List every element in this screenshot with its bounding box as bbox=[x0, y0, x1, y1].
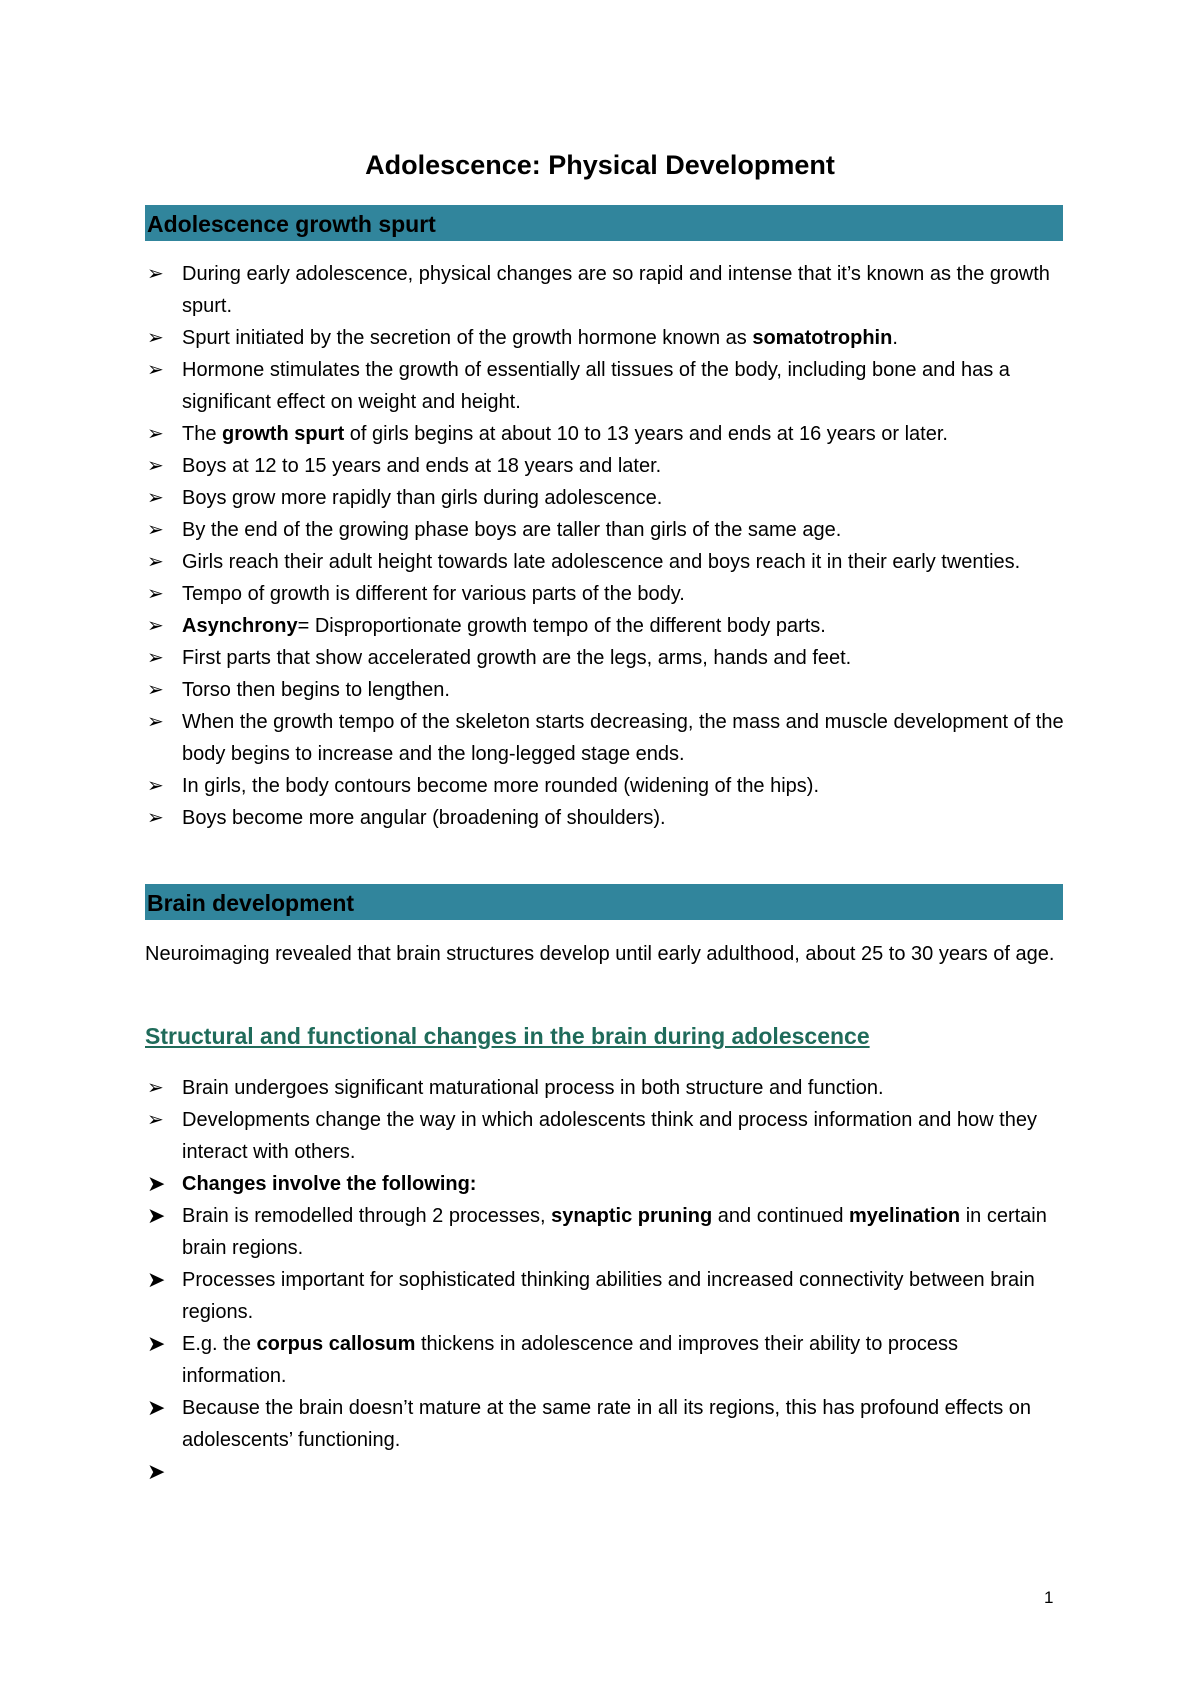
brain-intro-paragraph: Neuroimaging revealed that brain structures develop until early adulthood, about 25 to 30 years of age. bbox=[145, 943, 1055, 965]
arrowhead-bullet-icon: ➢ bbox=[147, 487, 164, 509]
brain-changes-list bbox=[145, 1072, 1065, 1488]
arrowhead-bullet-icon: ➢ bbox=[147, 775, 164, 797]
arrowhead-bullet-icon: ➤ bbox=[147, 1203, 166, 1228]
list-item-text: First parts that show accelerated growth are the legs, arms, hands and feet. bbox=[182, 647, 852, 669]
list-item-text: and continued bbox=[712, 1205, 849, 1227]
list-item bbox=[145, 258, 1065, 322]
list-item-text: Girls reach their adult height towards late adolescence and boys reach it in their early twenties. bbox=[182, 551, 1021, 573]
arrowhead-bullet-icon: ➤ bbox=[147, 1171, 166, 1196]
list-item-text: Boys at 12 to 15 years and ends at 18 years and later. bbox=[182, 455, 662, 477]
list-item-text: Tempo of growth is different for various parts of the body. bbox=[182, 583, 685, 605]
list-item bbox=[145, 514, 1065, 546]
key-term: corpus callosum bbox=[256, 1333, 416, 1355]
arrowhead-bullet-icon: ➢ bbox=[147, 615, 164, 637]
list-item-text: Torso then begins to lengthen. bbox=[182, 679, 450, 701]
arrowhead-bullet-icon: ➢ bbox=[147, 327, 164, 349]
list-item bbox=[145, 674, 1065, 706]
list-item-text: Hormone stimulates the growth of essentially all tissues of the body, including bone and has a significant effect on weight and height. bbox=[182, 359, 1010, 413]
list-item-text: Brain undergoes significant maturational process in both structure and function. bbox=[182, 1077, 884, 1099]
arrowhead-bullet-icon: ➢ bbox=[147, 807, 164, 829]
list-item-text: Boys become more angular (broadening of shoulders). bbox=[182, 807, 666, 829]
page-number: 1 bbox=[1044, 1588, 1054, 1607]
arrowhead-bullet-icon: ➢ bbox=[147, 679, 164, 701]
list-item bbox=[145, 450, 1065, 482]
list-item-text: Boys grow more rapidly than girls during adolescence. bbox=[182, 487, 663, 509]
list-item-text: Changes involve the following: bbox=[182, 1173, 477, 1195]
list-item-text: When the growth tempo of the skeleton starts decreasing, the mass and muscle development of the body begins to increase and the long-legged stage ends. bbox=[182, 711, 1064, 765]
list-item-text: Brain is remodelled through 2 processes, bbox=[182, 1205, 552, 1227]
list-item bbox=[145, 1456, 1065, 1488]
arrowhead-bullet-icon: ➢ bbox=[147, 423, 164, 445]
list-item bbox=[145, 770, 1065, 802]
list-item bbox=[145, 1072, 1065, 1104]
key-term: somatotrophin bbox=[752, 327, 893, 349]
key-term: myelination bbox=[849, 1205, 961, 1227]
subheading-structural-changes: Structural and functional changes in the brain during adolescence bbox=[145, 1023, 870, 1049]
list-item-text: = Disproportionate growth tempo of the different body parts. bbox=[297, 615, 826, 637]
list-item bbox=[145, 1168, 1065, 1200]
list-item-text: E.g. the bbox=[182, 1333, 257, 1355]
arrowhead-bullet-icon: ➢ bbox=[147, 519, 164, 541]
list-item bbox=[145, 1200, 1065, 1264]
list-item bbox=[145, 610, 1065, 642]
arrowhead-bullet-icon: ➢ bbox=[147, 551, 164, 573]
list-item bbox=[145, 1392, 1065, 1456]
list-item bbox=[145, 418, 1065, 450]
arrowhead-bullet-icon: ➢ bbox=[147, 455, 164, 477]
list-item bbox=[145, 354, 1065, 418]
list-item-text: thickens in adolescence and improves their ability to process information. bbox=[182, 1333, 958, 1387]
page-title: Adolescence: Physical Development bbox=[365, 150, 835, 180]
arrowhead-bullet-icon: ➢ bbox=[147, 711, 164, 733]
arrowhead-bullet-icon: ➤ bbox=[147, 1459, 166, 1484]
arrowhead-bullet-icon: ➤ bbox=[147, 1267, 166, 1292]
arrowhead-bullet-icon: ➢ bbox=[147, 1109, 164, 1131]
list-item bbox=[145, 1264, 1065, 1328]
arrowhead-bullet-icon: ➢ bbox=[147, 359, 164, 381]
arrowhead-bullet-icon: ➢ bbox=[147, 263, 164, 285]
list-item bbox=[145, 482, 1065, 514]
arrowhead-bullet-icon: ➢ bbox=[147, 583, 164, 605]
list-item bbox=[145, 578, 1065, 610]
list-item-text: . bbox=[892, 327, 898, 349]
list-item-text: Developments change the way in which adolescents think and process information and how they interact with others. bbox=[182, 1109, 1037, 1163]
key-term: growth spurt bbox=[222, 423, 345, 445]
arrowhead-bullet-icon: ➤ bbox=[147, 1395, 166, 1420]
arrowhead-bullet-icon: ➢ bbox=[147, 1077, 164, 1099]
list-item-text: Processes important for sophisticated thinking abilities and increased connectivity between brain regions. bbox=[182, 1269, 1035, 1323]
list-item-text: in certain brain regions. bbox=[182, 1205, 1047, 1259]
list-item bbox=[145, 642, 1065, 674]
list-item bbox=[145, 802, 1065, 834]
list-item bbox=[145, 322, 1065, 354]
list-item-text: Because the brain doesn’t mature at the same rate in all its regions, this has profound effects on adolescents’ functioning. bbox=[182, 1397, 1032, 1451]
list-item-text: Spurt initiated by the secretion of the growth hormone known as bbox=[182, 327, 753, 349]
list-item-text: The bbox=[182, 423, 223, 445]
key-term: Asynchrony bbox=[182, 615, 298, 637]
list-item-text: During early adolescence, physical changes are so rapid and intense that it’s known as the growth spurt. bbox=[182, 263, 1050, 317]
list-item-text: By the end of the growing phase boys are taller than girls of the same age. bbox=[182, 519, 842, 541]
list-item-text: In girls, the body contours become more rounded (widening of the hips). bbox=[182, 775, 820, 797]
growth-spurt-list bbox=[145, 258, 1065, 834]
list-item bbox=[145, 1328, 1065, 1392]
list-item bbox=[145, 546, 1065, 578]
list-item bbox=[145, 706, 1065, 770]
list-item-text: of girls begins at about 10 to 13 years and ends at 16 years or later. bbox=[344, 423, 948, 445]
section-heading-brain-development: Brain development bbox=[145, 884, 1063, 920]
key-term: synaptic pruning bbox=[551, 1205, 713, 1227]
arrowhead-bullet-icon: ➤ bbox=[147, 1331, 166, 1356]
list-item bbox=[145, 1104, 1065, 1168]
section-heading-growth-spurt: Adolescence growth spurt bbox=[145, 205, 1063, 241]
arrowhead-bullet-icon: ➢ bbox=[147, 647, 164, 669]
